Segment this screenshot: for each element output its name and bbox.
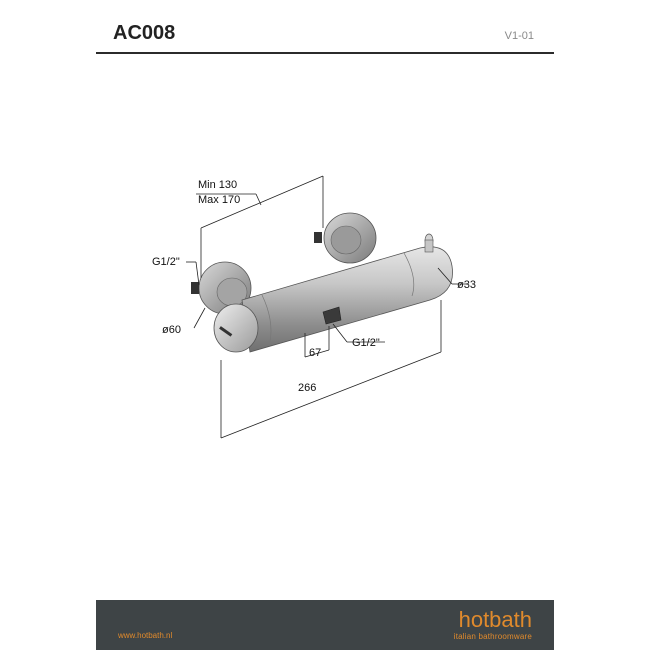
version-label: V1-01 xyxy=(504,30,534,42)
brand-name: hotbath xyxy=(458,607,532,632)
brand-logo xyxy=(454,609,532,641)
body-diameter-label: ø33 xyxy=(457,279,476,291)
spacing-max-label: Max 170 xyxy=(198,194,241,206)
brand-tagline: italian bathroomware xyxy=(453,632,532,641)
outlet-offset-label: 67 xyxy=(309,347,322,359)
inlet-thread-label: G1/2" xyxy=(152,256,180,268)
website-link[interactable]: www.hotbath.nl xyxy=(118,631,173,640)
thermostatic-mixer xyxy=(191,213,453,352)
rose-diameter-label: ø60 xyxy=(162,324,181,336)
product-code: AC008 xyxy=(113,22,176,44)
spacing-min-label: Min 130 xyxy=(198,179,238,191)
overall-length-label: 266 xyxy=(298,382,317,394)
footer-bar xyxy=(96,600,554,650)
outlet-thread-label: G1/2" xyxy=(352,337,380,349)
